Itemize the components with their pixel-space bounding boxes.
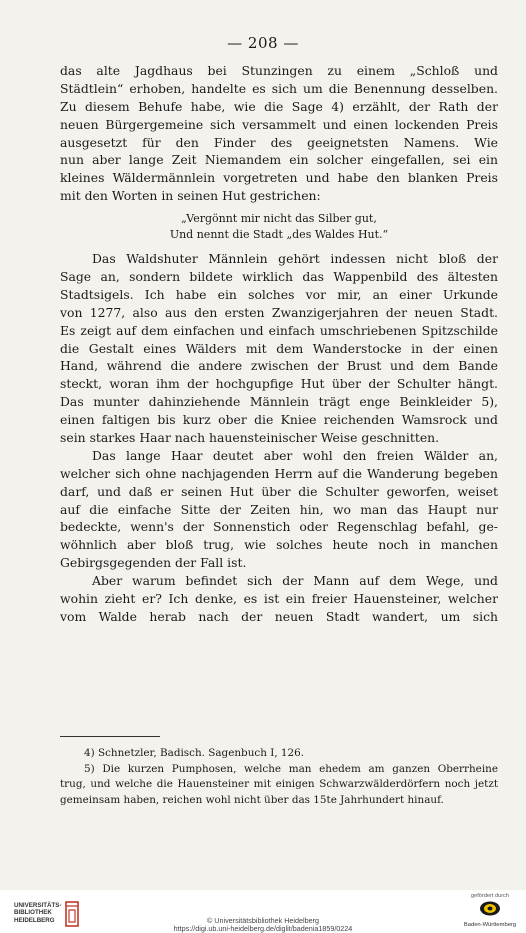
text-line: steckt, woran ihm der hochgupfige Hut über der Schulter hängt. xyxy=(60,376,498,392)
verse-quote xyxy=(60,211,498,243)
text-line: Das Waldshuter Männlein gehört indessen nicht bloß der xyxy=(92,251,498,267)
text-line: wohin zieht er? Ich denke, es ist ein freier Hauensteiner, welcher xyxy=(60,591,498,607)
text-line: Hand, während die andere zwischen der Brust und dem Bande xyxy=(60,358,498,374)
text-line: Es zeigt auf dem einfachen und einfach umschriebenen Spitzschilde xyxy=(60,322,498,338)
paragraph-4 xyxy=(60,572,498,626)
copyright-notice: © Universitätsbibliothek Heidelberg xyxy=(207,916,319,925)
source-url[interactable]: https://digi.ub.uni-heidelberg.de/diglit/badenia1859/0224 xyxy=(173,924,353,933)
text-line: bedeckte, wenn's der Sonnenstich oder Regenschlag befahl, ge- xyxy=(60,519,498,535)
text-line: ausgesetzt für den Finder des geeignetsten Namens. Wie xyxy=(60,134,498,150)
text-line: Städtlein“ erhoben, handelte es sich um die Benennung desselben. xyxy=(60,80,498,96)
footnote-5-cont: trug, und welche die Hauensteiner mit einigen Schwarzwälderdörfern noch jetzt xyxy=(60,778,498,791)
text-line: mit den Worten in seinen Hut gestrichen: xyxy=(60,188,321,204)
text-line: Stadtsigels. Ich habe ein solches vor mir, an einer Urkunde xyxy=(60,286,498,302)
text-line: neuen Bürgergemeine sich versammelt und einen lockenden Preis xyxy=(60,116,498,132)
text-line: Das lange Haar deutet aber wohl den freien Wälder an, xyxy=(92,447,498,463)
text-line: Aber warum befindet sich der Mann auf dem Wege, und xyxy=(92,573,498,589)
text-line: darf, und daß er seinen Hut über die Schulter geworfen, weiset xyxy=(60,483,498,499)
text-line: das alte Jagdhaus bei Stunzingen zu einem „Schloß und xyxy=(60,63,498,78)
verse-line: Und nennt die Stadt „des Waldes Hut.“ xyxy=(169,228,389,242)
state-seal-icon xyxy=(479,901,501,916)
text-line: welcher sich ohne nachjagenden Herrn auf die Wanderung begeben xyxy=(60,465,498,481)
text-line: wöhnlich aber bloß trug, wie solches heute noch in manchen xyxy=(60,537,498,553)
page-number: — 208 — xyxy=(227,34,299,52)
text-line: vom Walde herab nach der neuen Stadt wandert, um sich xyxy=(60,608,498,624)
text-line: Sage an, sondern bildete wirklich das Wappenbild des ältesten xyxy=(60,269,498,285)
text-line: einen faltigen bis kurz ober die Kniee reichenden Wamsrock und xyxy=(60,412,498,428)
footnote-divider xyxy=(60,736,160,737)
text-line: Zu diesem Behufe habe, wie die Sage 4) erzählt, der Rath der xyxy=(60,98,498,114)
verse-line: „Vergönnt mir nicht das Silber gut, xyxy=(181,212,377,226)
text-line: nun aber lange Zeit Niemandem ein solcher eingefallen, sei ein xyxy=(60,152,498,168)
text-line: sein starkes Haar nach hauensteinischer Weise geschnitten. xyxy=(60,430,440,446)
text-line: Das munter dahinziehende Männlein trägt enge Beinkleider 5), xyxy=(60,394,498,410)
text-line: von 1277, also aus den ersten Zwanzigerjahren der neuen Stadt. xyxy=(60,304,498,320)
paragraph-2 xyxy=(60,250,498,447)
paragraph-1 xyxy=(60,62,498,205)
funder-name: Baden-Württemberg xyxy=(463,922,517,928)
text-line: die Gestalt eines Wälders mit dem Wanderstocke in der einen xyxy=(60,340,498,356)
paragraph-3 xyxy=(60,447,498,572)
funded-by-label: gefördert durch xyxy=(471,893,509,899)
text-line: Gebirgsgegenden der Fall ist. xyxy=(60,555,247,571)
text-line: kleines Wäldermännlein vorgetreten und habe den blanken Preis xyxy=(60,170,498,186)
footnotes xyxy=(60,746,498,808)
footnote-5-cont: gemeinsam haben, reichen wohl nicht über das 15te Jahrhundert hinauf. xyxy=(60,793,444,806)
footnote-4: 4) Schnetzler, Badisch. Sagenbuch I, 126. xyxy=(84,747,305,759)
footnote-5: 5) Die kurzen Pumphosen, welche man ehedem am ganzen Oberrheine xyxy=(84,762,498,775)
credits xyxy=(0,917,526,933)
body-text xyxy=(60,62,498,626)
library-name: UNIVERSITÄTS- BIBLIOTHEK HEIDELBERG xyxy=(14,902,62,924)
text-line: auf die einfache Sitte der Zeiten hin, wo man das Haupt nur xyxy=(60,501,498,517)
